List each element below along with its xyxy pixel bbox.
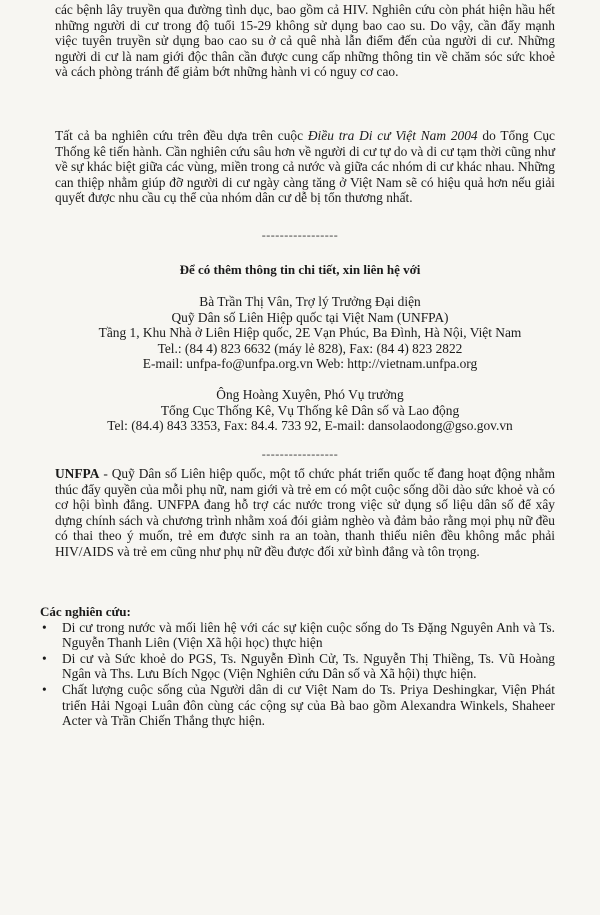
list-item bbox=[40, 682, 555, 729]
unfpa-paragraph bbox=[55, 466, 555, 560]
paragraph-2 bbox=[55, 128, 555, 206]
study-1: Di cư trong nước và mối liên hệ với các sự kiện cuộc sống do Ts Đặng Nguyên Anh và Ts. Nguyễn Thanh Liên (Viện Xã hội học) thực hiện bbox=[62, 619, 555, 651]
study-2: Di cư và Sức khoẻ do PGS, Ts. Nguyễn Đình Cử, Ts. Nguyễn Thị Thiềng, Ts. Vũ Hoàng Ngân và Ths. Lưu Bích Ngọc (Viện Nghiên cứu Dân số và Xã hội) thực hiện. bbox=[62, 650, 555, 682]
bullet-icon: • bbox=[42, 619, 47, 635]
contact-1-phone: Tel.: (84 4) 823 6632 (máy lẻ 828), Fax: (84 4) 823 2822 bbox=[157, 340, 463, 356]
paragraph-2-post: do Tổng Cục Thống kê tiến hành. Cần nghiên cứu sâu hơn về người di cư tự do và di cư tạm thời cũng như về sự khác biệt giữa các vùng, miền trong cả nước và giữa các nhóm di cư khác nhau. Những can thiệp nhằm giúp đỡ người di cư ngày càng tăng ở Việt Nam sẽ có hiệu quả hơn nếu giải quyết được nhu cầu cụ thể của nhóm dân cư dễ bị tổn thương nhất. bbox=[55, 128, 555, 206]
paragraph-2-pre: Tất cả ba nghiên cứu trên đều dựa trên cuộc bbox=[55, 128, 308, 143]
separator-top: ----------------- bbox=[261, 228, 339, 242]
unfpa-description: - Quỹ Dân số Liên hiệp quốc, một tổ chức phát triển quốc tế đang hoạt động nhằm thúc đẩy quyền của mỗi phụ nữ, nam giới và trẻ em có một cuộc sống dồi dào sức khoẻ và có cơ hội bình đẳng. UNFPA đang hỗ trợ các nước trong việc sử dụng số liệu dân số để xây dựng chính sách và chương trình nhằm xoá đói giảm nghèo và đảm bảo rằng mọi phụ nữ đều có thai theo ý muốn, trẻ em được sinh ra an toàn, thanh thiếu niên đều không mắc phải HIV/AIDS và trẻ em cũng như phụ nữ đều được đối xử bình đẳng và tôn trọng. bbox=[55, 466, 555, 559]
contact-2-name: Ông Hoàng Xuyên, Phó Vụ trưởng bbox=[216, 387, 404, 402]
contact-2-org: Tổng Cục Thống Kê, Vụ Thống kê Dân số và Lao động bbox=[160, 402, 460, 418]
bullet-icon: • bbox=[42, 681, 47, 697]
paragraph-2-text bbox=[55, 128, 555, 206]
bullet-icon: • bbox=[42, 650, 47, 666]
paragraph-1 bbox=[55, 2, 555, 80]
unfpa-label: UNFPA bbox=[55, 466, 100, 481]
contact-unfpa bbox=[60, 294, 560, 372]
contact-gso bbox=[60, 387, 560, 434]
contact-1-email: E-mail: unfpa-fo@unfpa.org.vn Web: http://vietnam.unfpa.org bbox=[142, 356, 478, 372]
contact-1-name: Bà Trần Thị Vân, Trợ lý Trưởng Đại diện bbox=[199, 294, 421, 309]
unfpa-paragraph-text bbox=[55, 466, 555, 560]
contact-heading: Để có thêm thông tin chi tiết, xin liên hệ với bbox=[179, 262, 421, 277]
studies-list bbox=[40, 620, 555, 729]
contact-1-org: Quỹ Dân số Liên Hiệp quốc tại Việt Nam (UNFPA) bbox=[171, 309, 449, 325]
studies-section bbox=[40, 604, 555, 729]
studies-title: Các nghiên cứu: bbox=[40, 604, 131, 619]
list-item bbox=[40, 620, 555, 651]
survey-title: Điều tra Di cư Việt Nam 2004 bbox=[307, 128, 478, 143]
contact-1-address: Tầng 1, Khu Nhà ở Liên Hiệp quốc, 2E Vạn Phúc, Ba Đình, Hà Nội, Việt Nam bbox=[98, 325, 522, 341]
paragraph-1-text: các bệnh lây truyền qua đường tình dục, bao gồm cả HIV. Nghiên cứu còn phát hiện hầu hết những người di cư trong độ tuổi 15-29 không sử dụng bao cao su. Do vậy, cần đẩy mạnh việc tuyên truyền sử dụng bao cao su ở cả quê nhà lẫn điểm đến của người di cư. Những người di cư là nam giới độc thân cần được cung cấp những thông tin về chăm sóc sức khoẻ và cách phòng tránh để giảm bớt những hành vi có nguy cơ cao. bbox=[55, 2, 555, 80]
separator-bottom: ----------------- bbox=[261, 447, 339, 461]
list-item bbox=[40, 651, 555, 682]
contact-2-phone: Tel: (84.4) 843 3353, Fax: 84.4. 733 92, E-mail: dansolaodong@gso.gov.vn bbox=[107, 418, 513, 434]
study-3: Chất lượng cuộc sống của Người dân di cư Việt Nam do Ts. Priya Deshingkar, Viện Phát triển Hải Ngoại Luân đôn cùng các cộng sự của Bà bao gồm Alexandra Winkels, Shaheer Acter và Trần Chiến Thắng thực hiện. bbox=[62, 681, 555, 729]
